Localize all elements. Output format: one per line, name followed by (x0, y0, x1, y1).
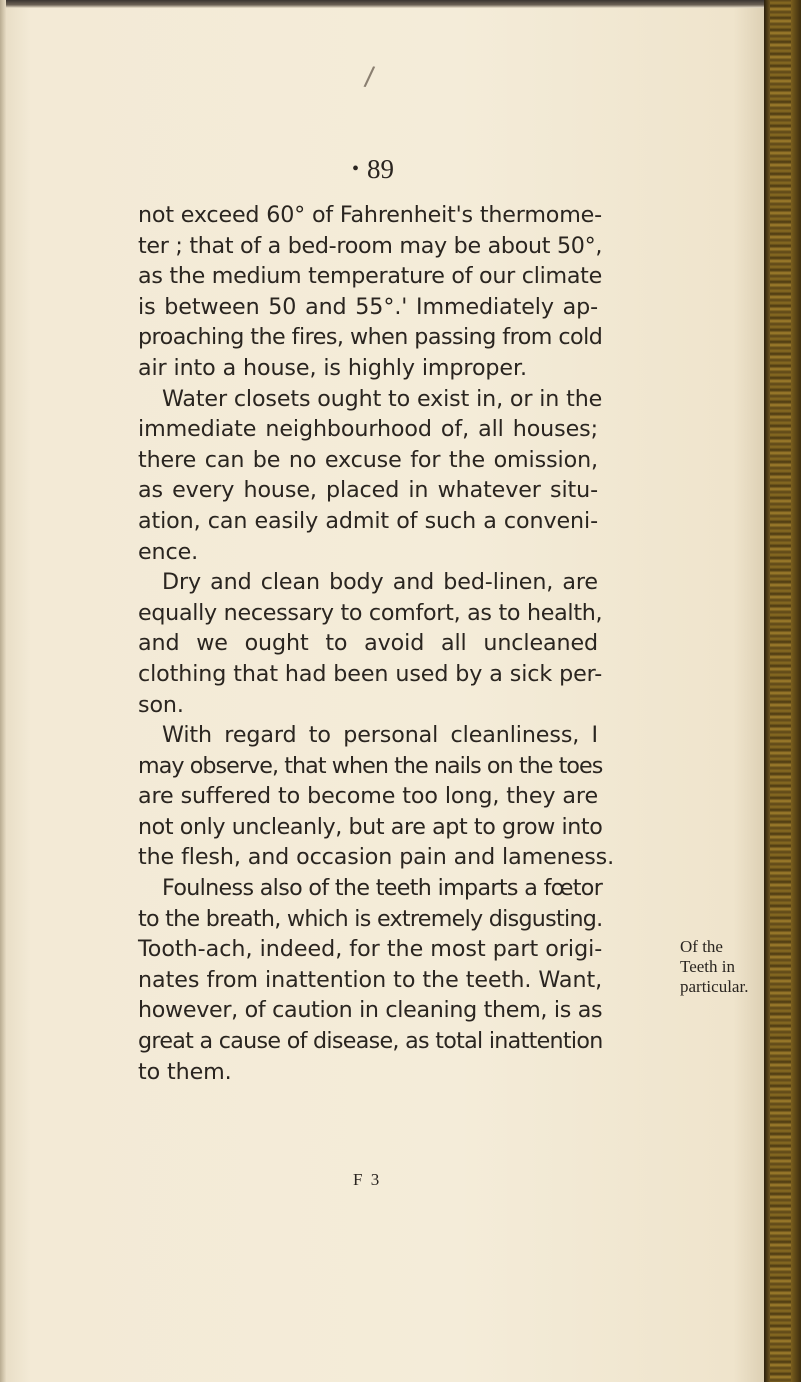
top-edge-shadow (0, 0, 764, 8)
book-binding (764, 0, 801, 1382)
page-number-value: 89 (367, 154, 395, 184)
text-line: may observe, that when the nails on the toes (138, 752, 603, 779)
text-line: not exceed 60° of Fahrenheit's thermome- (138, 202, 602, 228)
body-text (138, 200, 615, 1087)
text-line: however, of caution in cleaning them, is as (138, 997, 603, 1024)
text-line: great a cause of disease, as total inattention (138, 1028, 603, 1055)
text-line: as every house, placed in whatever situ- (138, 477, 598, 504)
marginal-note-line: Of the (680, 937, 723, 956)
text-line: ence. (138, 538, 199, 565)
text-line: proaching the fires, when passing from cold (138, 324, 603, 351)
text-line: clothing that had been used by a sick per- (138, 660, 603, 687)
text-line: nates from inattention to the teeth. Want, (138, 966, 603, 993)
text-line: immediate neighbourhood of, all houses; (138, 416, 598, 443)
page-number (352, 154, 394, 185)
text-line: not only uncleanly, but are apt to grow into (138, 813, 603, 840)
text-line: Water closets ought to exist in, or in the (162, 385, 603, 412)
marginal-note (680, 937, 760, 997)
text-line: ation, can easily admit of such a conveni- (138, 507, 598, 534)
page-left-edge (0, 0, 6, 1382)
text-line: to the breath, which is extremely disgusting. (138, 905, 603, 932)
text-line: With regard to personal cleanliness, I (162, 722, 598, 749)
marginal-note-line: Teeth in (680, 957, 735, 976)
text-line: Tooth-ach, indeed, for the most part origi- (138, 936, 603, 963)
text-line: and we ought to avoid all uncleaned (138, 630, 598, 657)
text-line: son. (138, 691, 184, 718)
text-line: air into a house, is highly improper. (138, 354, 527, 381)
text-line: Foulness also of the teeth imparts a fœtor (162, 875, 603, 902)
text-line: there can be no excuse for the omission, (138, 446, 598, 473)
signature-mark: F 3 (353, 1170, 382, 1189)
text-line: are suffered to become too long, they are (138, 783, 598, 810)
text-line: Dry and clean body and bed-linen, are (162, 569, 598, 596)
text-line: the flesh, and occasion pain and lameness. (138, 844, 615, 871)
text-line: equally necessary to comfort, as to health, (138, 599, 603, 626)
header-mark: / (362, 61, 376, 93)
text-line: to them. (138, 1058, 232, 1085)
text-line: as the medium temperature of our climate (138, 263, 602, 290)
page-number-dot: • (352, 158, 360, 180)
text-line: is between 50 and 55°.' Immediately ap- (138, 293, 598, 320)
text-line: ter ; that of a bed-room may be about 50°, (138, 232, 603, 259)
marginal-note-line: particular. (680, 977, 749, 996)
